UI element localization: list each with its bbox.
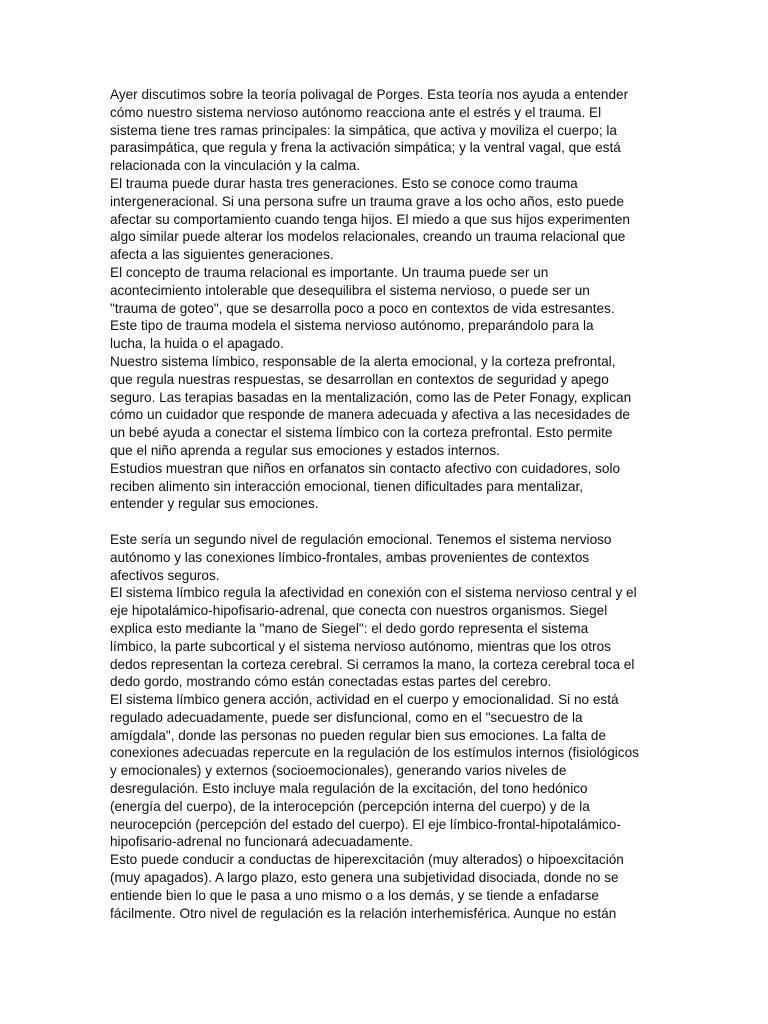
- text-line: eje hipotalámico-hipofisario-adrenal, que conecta con nuestros organismos. Siegel: [110, 603, 608, 619]
- text-line: lucha, la huida o el apagado.: [110, 336, 284, 352]
- text-line: El concepto de trauma relacional es importante. Un trauma puede ser un: [110, 264, 549, 280]
- text-line: relacionada con la vinculación y la calma.: [110, 158, 361, 174]
- text-line: El sistema límbico genera acción, actividad en el cuerpo y emocionalidad. Si no está: [110, 692, 619, 708]
- text-block-1: [110, 86, 658, 513]
- text-line: Este sería un segundo nivel de regulación emocional. Tenemos el sistema nervioso: [110, 531, 612, 547]
- text-line: explica esto mediante la "mano de Siegel": el dedo gordo representa el sistema: [110, 620, 589, 636]
- text-line: seguro. Las terapias basadas en la mentalización, como las de Peter Fonagy, explican: [110, 389, 632, 405]
- text-line: algo similar puede alterar los modelos relacionales, creando un trauma relacional que: [110, 229, 626, 245]
- text-line: Estudios muestran que niños en orfanatos sin contacto afectivo con cuidadores, solo: [110, 460, 621, 476]
- text-line: Nuestro sistema límbico, responsable de la alerta emocional, y la corteza prefrontal,: [110, 353, 616, 369]
- paragraph-gap: [110, 513, 658, 531]
- text-line: parasimpática, que regula y frena la activación simpática; y la ventral vagal, que está: [110, 140, 621, 156]
- text-line: El trauma puede durar hasta tres generaciones. Esto se conoce como trauma: [110, 175, 578, 191]
- text-line: entiende bien lo que le pasa a uno mismo o a los demás, y se tiende a enfadarse: [110, 887, 599, 903]
- text-line: reciben alimento sin interacción emocional, tienen dificultades para mentalizar,: [110, 478, 584, 494]
- text-line: dedos representan la corteza cerebral. Si cerramos la mano, la corteza cerebral toca el: [110, 656, 635, 672]
- text-line: sistema tiene tres ramas principales: la simpática, que activa y moviliza el cuerpo; la: [110, 122, 617, 138]
- text-line: un bebé ayuda a conectar el sistema límbico con la corteza prefrontal. Esto permite: [110, 425, 613, 441]
- text-line: amígdala", donde las personas no pueden regular bien sus emociones. La falta de: [110, 727, 607, 743]
- text-line: desregulación. Esto incluye mala regulación de la excitación, del tono hedónico: [110, 781, 588, 797]
- text-line: afectivos seguros.: [110, 567, 220, 583]
- text-line: acontecimiento intolerable que desequilibra el sistema nervioso, o puede ser un: [110, 282, 590, 298]
- text-line: Este tipo de trauma modela el sistema nervioso autónomo, preparándolo para la: [110, 318, 594, 334]
- document-page: [110, 86, 658, 922]
- text-block-2: [110, 531, 658, 923]
- text-line: cómo un cuidador que responde de manera adecuada y afectiva a las necesidades de: [110, 407, 630, 423]
- text-line: regulado adecuadamente, puede ser disfuncional, como en el "secuestro de la: [110, 709, 583, 725]
- text-line: conexiones adecuadas repercute en la regulación de los estímulos internos (fisiológicos: [110, 745, 639, 761]
- text-line: hipofisario-adrenal no funcionará adecuadamente.: [110, 834, 414, 850]
- text-line: fácilmente. Otro nivel de regulación es la relación interhemisférica. Aunque no están: [110, 905, 617, 921]
- text-line: "trauma de goteo", que se desarrolla poco a poco en contextos de vida estresantes.: [110, 300, 615, 316]
- text-line: límbico, la parte subcortical y el sistema nervioso autónomo, mientras que los otros: [110, 638, 611, 654]
- text-line: intergeneracional. Si una persona sufre un trauma grave a los ocho años, esto puede: [110, 193, 624, 209]
- text-line: Esto puede conducir a conductas de hiperexcitación (muy alterados) o hipoexcitación: [110, 852, 624, 868]
- text-line: El sistema límbico regula la afectividad en conexión con el sistema nervioso central y el: [110, 585, 637, 601]
- text-line: (muy apagados). A largo plazo, esto genera una subjetividad disociada, donde no se: [110, 870, 619, 886]
- text-line: neurocepción (percepción del estado del cuerpo). El eje límbico-frontal-hipotalámico-: [110, 816, 621, 832]
- text-line: autónomo y las conexiones límbico-frontales, ambas provenientes de contextos: [110, 549, 590, 565]
- text-line: cómo nuestro sistema nervioso autónomo reacciona ante el estrés y el trauma. El: [110, 104, 602, 120]
- text-line: que regula nuestras respuestas, se desarrollan en contextos de seguridad y apego: [110, 371, 609, 387]
- text-line: afectar su comportamiento cuando tenga hijos. El miedo a que sus hijos experimenten: [110, 211, 630, 227]
- text-line: que el niño aprenda a regular sus emociones y estados internos.: [110, 442, 500, 458]
- text-line: Ayer discutimos sobre la teoría polivagal de Porges. Esta teoría nos ayuda a entender: [110, 87, 629, 102]
- text-line: afecta a las siguientes generaciones.: [110, 247, 334, 263]
- text-line: entender y regular sus emociones.: [110, 496, 319, 512]
- text-line: dedo gordo, mostrando cómo están conectadas estas partes del cerebro.: [110, 674, 552, 690]
- text-line: (energía del cuerpo), de la interocepción (percepción interna del cuerpo) y de la: [110, 798, 590, 814]
- text-line: y emocionales) y externos (socioemocionales), generando varios niveles de: [110, 763, 567, 779]
